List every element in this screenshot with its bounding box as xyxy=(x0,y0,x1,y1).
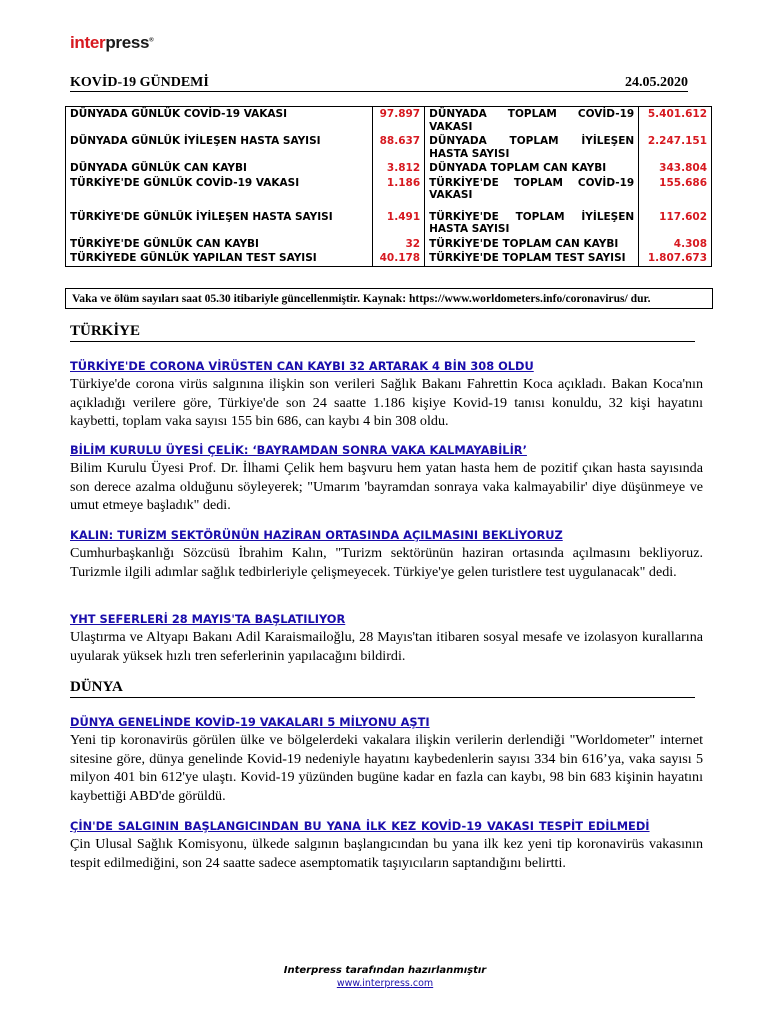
news-headline-link[interactable]: DÜNYA GENELİNDE KOVİD-19 VAKALARI 5 MİLYONU AŞTI xyxy=(70,715,430,729)
report-date: 24.05.2020 xyxy=(625,75,688,90)
stat-value: 1.807.673 xyxy=(639,251,712,266)
stat-label: TÜRKİYE'DE GÜNLÜK İYİLEŞEN HASTA SAYISI xyxy=(66,203,373,237)
stat-label: DÜNYADA TOPLAM CAN KAYBI xyxy=(425,161,639,176)
stat-value: 88.637 xyxy=(372,134,424,161)
stats-table xyxy=(65,106,712,267)
footer-website-link[interactable]: www.interpress.com xyxy=(336,978,434,989)
stat-value: 4.308 xyxy=(639,237,712,252)
logo-text-press: press xyxy=(105,33,150,52)
stat-value: 1.186 xyxy=(372,176,424,203)
stats-row xyxy=(66,161,712,176)
news-body: Yeni tip koronavirüs görülen ülke ve bölgelerdeki vakalara ilişkin verilerin derlendiği "Worldometer" internet sitesine göre, dünya genelinde Kovid-19 nedeniyle hayatını kaybedenlerin sayısı 334 bin 616’ya, vaka sayısı 5 milyon 401 bin 612'ye ulaştı. Kovid-19 yüzünden bugüne kadar en fazla can kaybı, 98 bin 683 kişinin hayatını kaybettiği ABD'de görüldü. xyxy=(70,732,703,804)
stats-row xyxy=(66,134,712,161)
footer-credit: Interpress tarafından hazırlanmıştır xyxy=(283,965,487,976)
news-body: Çin Ulusal Sağlık Komisyonu, ülkede salgının başlangıcından bu yana ilk kez yeni tip koronavirüs vakasının tespit edilmediğini, son 24 saatte sadece asemptomatik taşıyıcıların saptandığını belirtti. xyxy=(70,836,703,871)
stat-value: 32 xyxy=(372,237,424,252)
news-headline-link[interactable]: ÇİN'DE SALGININ BAŞLANGICINDAN BU YANA İLK KEZ KOVİD-19 VAKASI TESPİT EDİLMEDİ xyxy=(70,819,650,833)
page-footer xyxy=(0,965,770,989)
stat-value: 40.178 xyxy=(372,251,424,266)
section-heading-world: DÜNYA xyxy=(70,679,695,698)
stat-value: 343.804 xyxy=(639,161,712,176)
stat-label: DÜNYADA GÜNLÜK CAN KAYBI xyxy=(66,161,373,176)
stat-label: TÜRKİYE'DE TOPLAM TEST SAYISI xyxy=(425,251,639,266)
news-item xyxy=(70,819,703,872)
stat-value: 5.401.612 xyxy=(639,107,712,135)
stat-label: TÜRKİYE'DE TOPLAM CAN KAYBI xyxy=(425,237,639,252)
stat-label: DÜNYADA TOPLAM İYİLEŞEN HASTA SAYISI xyxy=(425,134,639,161)
stat-label: DÜNYADA GÜNLÜK İYİLEŞEN HASTA SAYISI xyxy=(66,134,373,161)
news-body: Türkiye'de corona virüs salgınına ilişkin son verileri Sağlık Bakanı Fahrettin Koca açıkladı. Bakan Koca'nın açıkladığı verilere göre, Türkiye'de son 24 saatte 1.186 kişiye Kovid-19 tanısı konuldu, 32 kişi hayatını kaybetti, toplam vaka sayısı 155 bin 686, can kaybı 4 bin 308 oldu. xyxy=(70,376,703,429)
news-body: Cumhurbaşkanlığı Sözcüsü İbrahim Kalın, "Turizm sektörünün haziran ortasında açılmasını bekliyoruz. Turizmle ilgili adımlar sağlık tedbirleriyle çelişmeyecek. Türkiye'ye gelen turistlere test uygulanacak" dedi. xyxy=(70,545,703,580)
stat-label: TÜRKİYE'DE TOPLAM COVİD-19 VAKASI xyxy=(425,176,639,203)
stat-value: 97.897 xyxy=(372,107,424,135)
stats-row xyxy=(66,203,712,237)
stats-row xyxy=(66,237,712,252)
stat-value: 2.247.151 xyxy=(639,134,712,161)
news-body: Ulaştırma ve Altyapı Bakanı Adil Karaismailoğlu, 28 Mayıs'tan itibaren sosyal mesafe ve izolasyon kurallarına uyularak yüksek hızlı tren seferlerinin yapılacağını bildirdi. xyxy=(70,629,703,664)
news-headline-link[interactable]: BİLİM KURULU ÜYESİ ÇELİK: ‘BAYRAMDAN SONRA VAKA KALMAYABİLİR’ xyxy=(70,443,527,457)
section-heading-turkey: TÜRKİYE xyxy=(70,323,695,342)
stat-label: TÜRKİYE'DE GÜNLÜK COVİD-19 VAKASI xyxy=(66,176,373,203)
stat-label: TÜRKİYEDE GÜNLÜK YAPILAN TEST SAYISI xyxy=(66,251,373,266)
stat-value: 117.602 xyxy=(639,203,712,237)
news-item xyxy=(70,715,703,805)
stat-label: TÜRKİYE'DE TOPLAM İYİLEŞEN HASTA SAYISI xyxy=(425,203,639,237)
news-headline-link[interactable]: TÜRKİYE'DE CORONA VİRÜSTEN CAN KAYBI 32 ARTARAK 4 BİN 308 OLDU xyxy=(70,359,534,373)
stat-value: 1.491 xyxy=(372,203,424,237)
news-headline-link[interactable]: KALIN: TURİZM SEKTÖRÜNÜN HAZİRAN ORTASINDA AÇILMASINI BEKLİYORUZ xyxy=(70,528,563,542)
news-headline-link[interactable]: YHT SEFERLERİ 28 MAYIS'TA BAŞLATILIYOR xyxy=(70,612,346,626)
stat-label: TÜRKİYE'DE GÜNLÜK CAN KAYBI xyxy=(66,237,373,252)
page-title: KOVİD-19 GÜNDEMİ xyxy=(70,75,209,90)
source-note: Vaka ve ölüm sayıları saat 05.30 itibariyle güncellenmiştir. Kaynak: https://www.worldometers.info/coronavirus/ dur. xyxy=(65,288,713,309)
news-body: Bilim Kurulu Üyesi Prof. Dr. İlhami Çelik hem başvuru hem yatan hasta hem de pozitif çıkan hasta sayısında son derece azalma olduğunu söyleyerek; "Umarım 'bayramdan sonraya vaka kalmayabilir' diye düşünmeye ve umut etmeye başladık" dedi. xyxy=(70,460,703,513)
header-divider xyxy=(70,91,688,92)
news-item xyxy=(70,612,703,665)
logo-text-inter: inter xyxy=(70,33,106,52)
stat-label: DÜNYADA TOPLAM COVİD-19 VAKASI xyxy=(425,107,639,135)
registered-mark: ® xyxy=(149,37,154,44)
stat-value: 155.686 xyxy=(639,176,712,203)
stats-row xyxy=(66,107,712,135)
news-item xyxy=(70,359,703,431)
news-item xyxy=(70,528,703,581)
news-item xyxy=(70,443,703,515)
stats-row xyxy=(66,251,712,266)
stat-value: 3.812 xyxy=(372,161,424,176)
stats-row xyxy=(66,176,712,203)
interpress-logo xyxy=(70,33,153,53)
stat-label: DÜNYADA GÜNLÜK COVİD-19 VAKASI xyxy=(66,107,373,135)
